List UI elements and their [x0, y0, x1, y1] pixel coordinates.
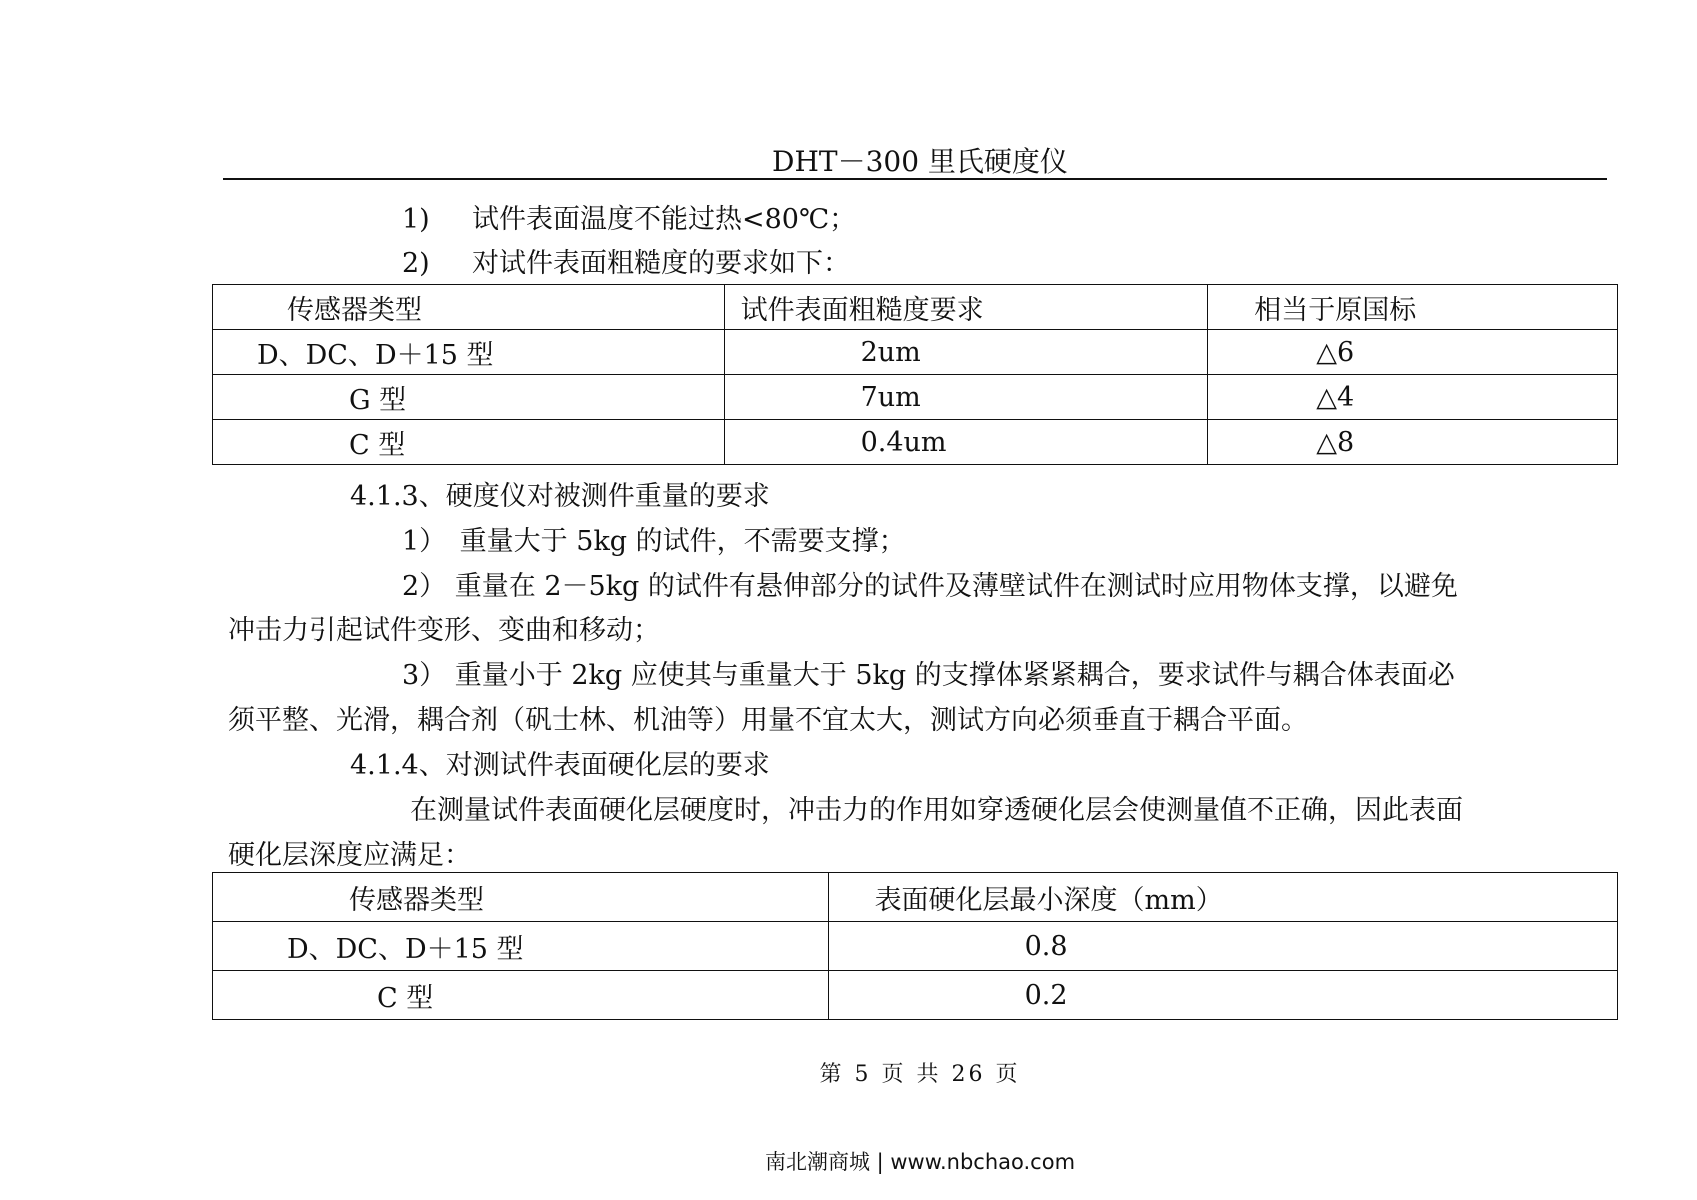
table-cell: △6 — [1208, 330, 1618, 375]
section-413-item2-line1: 2） 重量在 2－5kg 的试件有悬伸部分的试件及薄壁试件在测试时应用物体支撑，以避免 — [402, 571, 1458, 602]
table-cell: D、DC、D＋15 型 — [213, 922, 829, 971]
table-cell: 0.8 — [828, 922, 1617, 971]
table-cell: D、DC、D＋15 型 — [213, 330, 725, 375]
list1-item2-text: 对试件表面粗糙度的要求如下： — [472, 248, 850, 279]
page-number: 第 5 页 共 26 页 — [819, 1062, 1021, 1087]
table-cell: △4 — [1208, 375, 1618, 420]
table-header-cell: 传感器类型 — [213, 285, 725, 330]
site-watermark: 南北潮商城 | www.nbchao.com — [764, 1150, 1076, 1174]
section-413-item3-line1: 3） 重量小于 2kg 应使其与重量大于 5kg 的支撑体紧紧耦合，要求试件与耦合体表面必 — [402, 660, 1455, 691]
header-divider — [223, 178, 1607, 180]
table-cell: △8 — [1208, 420, 1618, 465]
table-header-row — [213, 873, 1618, 922]
hardened-layer-table — [212, 872, 1618, 1020]
roughness-table — [212, 284, 1618, 465]
section-413-item1: 1） 重量大于 5kg 的试件，不需要支撑； — [402, 526, 906, 557]
section-413-heading: 4.1.3、硬度仪对被测件重量的要求 — [350, 481, 770, 512]
table-row — [213, 420, 1618, 465]
section-414-heading: 4.1.4、对测试件表面硬化层的要求 — [350, 750, 770, 781]
section-413-item3-line2: 须平整、光滑，耦合剂（矾士林、机油等）用量不宜太大，测试方向必须垂直于耦合平面。 — [228, 705, 1308, 736]
table-cell: 2um — [724, 330, 1208, 375]
table-row — [213, 971, 1618, 1020]
table-row — [213, 922, 1618, 971]
table-cell: 0.4um — [724, 420, 1208, 465]
section-413-item2-line2: 冲击力引起试件变形、变曲和移动； — [228, 615, 660, 646]
table-cell: 7um — [724, 375, 1208, 420]
section-414-paragraph-line1: 在测量试件表面硬化层硬度时，冲击力的作用如穿透硬化层会使测量值不正确，因此表面 — [410, 795, 1463, 826]
table-header-cell: 传感器类型 — [213, 873, 829, 922]
table-header-cell: 表面硬化层最小深度（mm） — [828, 873, 1617, 922]
table-row — [213, 330, 1618, 375]
table-header-cell: 相当于原国标 — [1208, 285, 1618, 330]
list1-item1-number: 1) — [402, 204, 430, 235]
header-title: DHT－300 里氏硬度仪 — [772, 145, 1068, 178]
table-cell: C 型 — [213, 420, 725, 465]
list1-item2-number: 2) — [402, 248, 430, 279]
table-cell: 0.2 — [828, 971, 1617, 1020]
section-414-paragraph-line2: 硬化层深度应满足： — [228, 840, 471, 871]
list1-item1-text: 试件表面温度不能过热<80℃； — [472, 204, 857, 235]
table-cell: C 型 — [213, 971, 829, 1020]
table-header-cell: 试件表面粗糙度要求 — [724, 285, 1208, 330]
table-row — [213, 375, 1618, 420]
table-header-row — [213, 285, 1618, 330]
table-cell: G 型 — [213, 375, 725, 420]
